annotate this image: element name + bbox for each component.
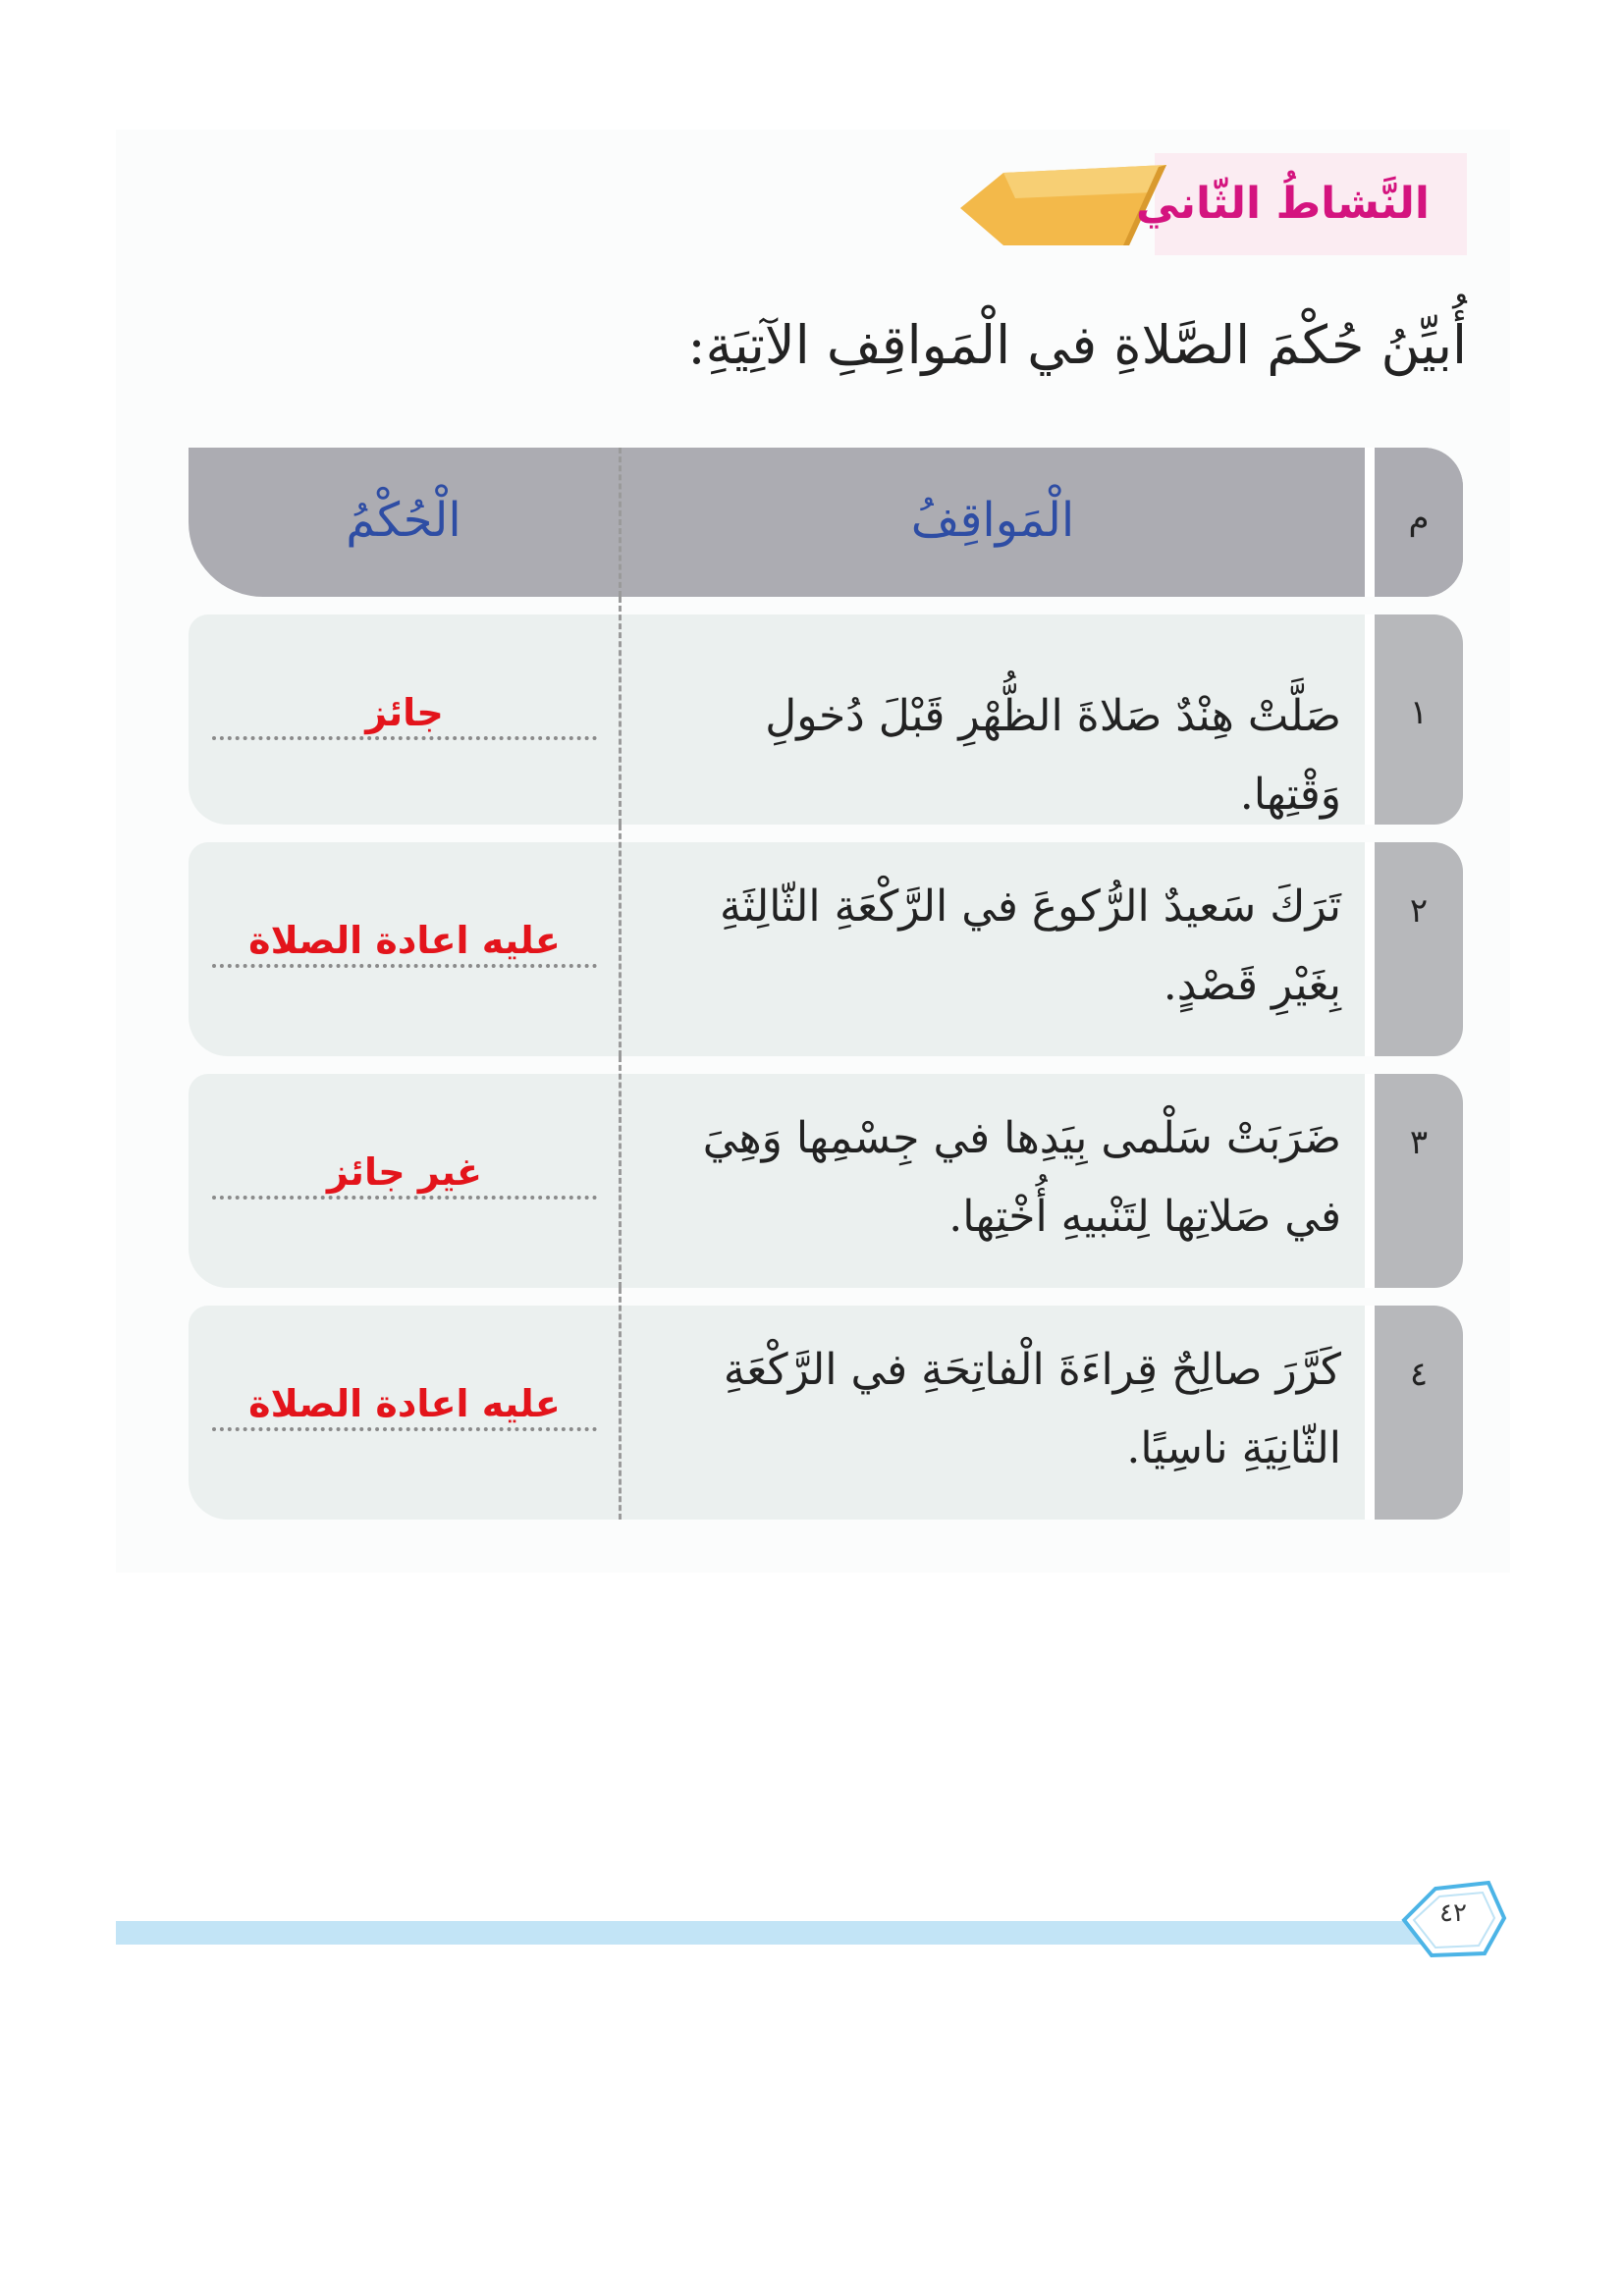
activity-title: النَّشاطُ الثّاني [1136,179,1430,229]
row-number: ٣ [1409,1123,1429,1162]
row-number: ٢ [1409,891,1429,931]
table-row [189,1306,1463,1520]
ruling-answer[interactable]: عليه اعادة الصلاة [248,1382,561,1425]
table-row [189,614,1463,825]
situation-text: تَرَكَ سَعيدٌ الرُّكوعَ في الرَّكْعَةِ الثّالِثَةِ بِغَيْرِ قَصْدٍ. [720,881,1341,1010]
instruction-text: أُبيِّنُ حُكْمَ الصَّلاةِ في الْمَواقِفِ الآتِيَةِ: [687,314,1467,376]
column-divider [619,1056,622,1288]
ruling-answer[interactable]: غير جائز [327,1150,482,1194]
table-row [189,842,1463,1056]
column-divider [619,1288,622,1520]
header-ruling: الْحُكْمُ [346,493,461,548]
column-separator [1365,1074,1375,1288]
table-row [189,1074,1463,1288]
column-separator [1365,448,1375,597]
column-divider [619,825,622,1056]
column-divider [619,597,622,825]
number-column-cell [1375,1074,1463,1288]
activity-banner [960,153,1467,255]
header-situations: الْمَواقِفُ [910,493,1075,548]
situations-table [189,448,1463,1520]
ruling-answer[interactable]: جائز [365,691,444,734]
ruling-answer[interactable]: عليه اعادة الصلاة [248,919,561,962]
row-number: ١ [1409,693,1429,732]
table-header [189,448,1463,597]
column-separator [1365,1306,1375,1520]
row-number: ٤ [1409,1355,1429,1394]
column-separator [1365,614,1375,825]
situation-text: صَلَّتْ هِنْدٌ صَلاةَ الظُّهْرِ قَبْلَ دُخولِ وَقْتِها. [765,691,1341,820]
situation-text: كَرَّرَ صالِحٌ قِراءَةَ الْفاتِحَةِ في الرَّكْعَةِ الثّانِيَةِ ناسِيًا. [723,1345,1341,1473]
page-number: ٤٢ [1439,1898,1467,1928]
header-number: م [1408,499,1430,538]
number-column-cell [1375,1306,1463,1520]
situation-text: ضَرَبَتْ سَلْمى بِيَدِها في جِسْمِها وَهِيَ في صَلاتِها لِتَنْبيهِ أُخْتِها. [702,1113,1341,1242]
footer-bar [116,1921,1432,1945]
column-separator [1365,842,1375,1056]
number-column-cell [1375,842,1463,1056]
